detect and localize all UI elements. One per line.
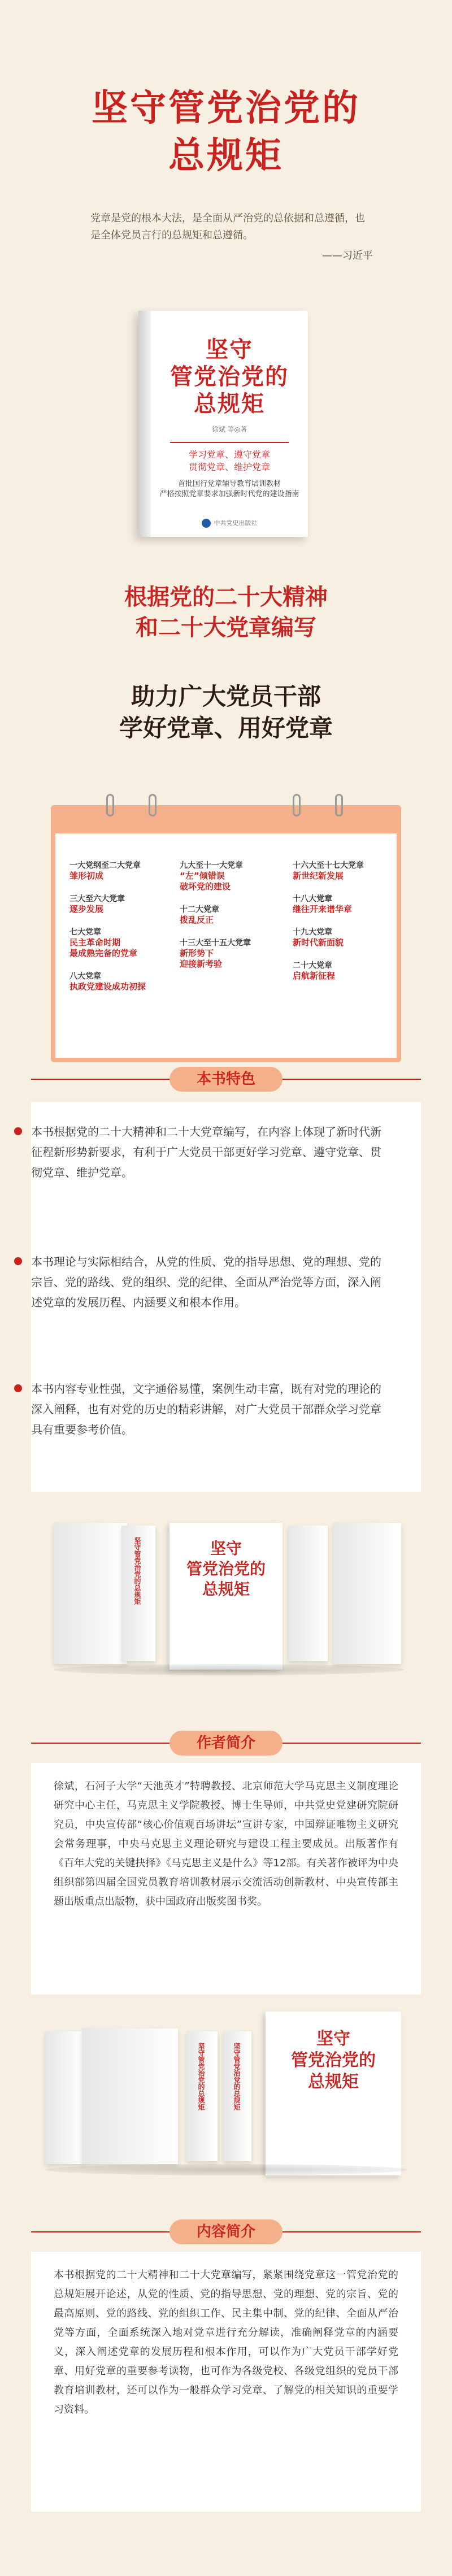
timeline-item-title: 一大党纲至二大党章 bbox=[69, 861, 141, 870]
book-slogan-2: 贯彻党章、维护党章 bbox=[188, 462, 270, 472]
feature-item bbox=[31, 1122, 381, 1183]
spine-title: 坚守管党治党的总规矩 bbox=[133, 1537, 141, 1605]
book-spine bbox=[138, 311, 151, 537]
page-title bbox=[0, 85, 452, 180]
book-back-image bbox=[333, 1523, 401, 1664]
headline-1 bbox=[0, 582, 452, 643]
section-title-intro: 内容简介 bbox=[169, 2219, 282, 2244]
timeline-item-summary: 民主革命时期 最成熟完备的党章 bbox=[69, 937, 138, 958]
publisher-logo-icon bbox=[202, 519, 211, 528]
timeline-item-summary: 启航新征程 bbox=[293, 971, 336, 981]
timeline-item-title: 十二大党章 bbox=[180, 905, 219, 914]
book-front-title-line: 总规矩 bbox=[202, 1580, 250, 1598]
headline-2 bbox=[0, 681, 452, 744]
timeline-item-summary: 执政党建设成功初探 bbox=[69, 981, 146, 992]
book-front-title-line: 坚守 bbox=[316, 2029, 350, 2049]
book-title-line: 总规矩 bbox=[194, 391, 265, 417]
book-publisher bbox=[151, 518, 308, 528]
calendar-ring-icon bbox=[149, 794, 157, 816]
book-spine-image bbox=[288, 1526, 328, 1661]
spine-title: 坚守管党治党的总规矩 bbox=[197, 2043, 205, 2110]
timeline-item-summary: 新世纪新发展 bbox=[293, 871, 344, 881]
timeline-item-summary: “左”倾错误 破坏党的建设 bbox=[180, 871, 231, 892]
bullet-icon bbox=[14, 1127, 22, 1135]
book-cover bbox=[138, 311, 308, 537]
book-author: 徐斌 等◎著 bbox=[211, 425, 247, 433]
book-spine-image bbox=[223, 2031, 251, 2161]
section-header-features bbox=[0, 1062, 452, 1096]
calendar-header bbox=[51, 805, 401, 833]
headline-1-line: 根据党的二十大精神 bbox=[124, 584, 328, 610]
timeline-item bbox=[293, 894, 394, 915]
book-subtitle-line: 首批国行党章辅导教育培训教材 bbox=[177, 480, 281, 488]
section-title-features: 本书特色 bbox=[169, 1067, 282, 1092]
author-bio: 徐斌，石河子大学“天池英才”特聘教授、北京师范大学马克思主义制度理论研究中心主任，马克思主义学院教授、博士生导师，中共党史党建研究院研究员，中央宣传部“核心价值观百场讲坛”宣讲专家，中国辩证唯物主义研究会常务理事，中央马克思主义理论研究与建设工程主要成员。出版著作有《百年大党的关键抉择》《马克思主义是什么》等12部。有关著作被评为中央组织部第四届全国党员教育培训教材展示交流活动创新教材、中央宣传部主题出版重点出版物，获中国政府出版奖图书奖。 bbox=[54, 1780, 398, 1908]
quote-text: 党章是党的根本大法，是全面从严治党的总依据和总遵循，也是全体党员言行的总规矩和总遵循。 bbox=[90, 212, 365, 241]
timeline-item-title: 十九大党章 bbox=[293, 928, 332, 937]
section-rule bbox=[282, 1743, 421, 1744]
timeline-item-summary: 雏形初成 bbox=[69, 871, 104, 881]
timeline-item bbox=[293, 961, 394, 981]
title-line-2: 总规矩 bbox=[168, 135, 284, 177]
floor-shadow bbox=[54, 1664, 404, 1675]
feature-text: 本书内容专业性强，文字通俗易懂，案例生动丰富，既有对党的理论的深入阐释，也有对党的历史的精彩讲解，对广大党员干部群众学习党章具有重要参考价值。 bbox=[31, 1382, 381, 1436]
section-header-intro bbox=[0, 2215, 452, 2249]
timeline-item-summary: 新形势下 迎接新考验 bbox=[180, 948, 223, 969]
book-subtitle bbox=[151, 479, 308, 499]
timeline-item bbox=[69, 927, 171, 959]
timeline-item-summary: 继往开来谱华章 bbox=[293, 904, 353, 914]
book-title bbox=[151, 336, 308, 418]
feature-item bbox=[31, 1252, 381, 1313]
book-spine-image bbox=[121, 1526, 155, 1661]
bullet-icon bbox=[14, 1257, 22, 1265]
feature-text: 本书根据党的二十大精神和二十大党章编写，在内容上体现了新时代新征程新形势新要求，有利于广大党员干部更好学习党章、遵守党章、贯彻党章、维护党章。 bbox=[31, 1125, 381, 1179]
timeline-item-title: 三大至六大党章 bbox=[69, 894, 125, 903]
headline-2-line: 学好党章、用好党章 bbox=[119, 714, 333, 742]
feature-item bbox=[31, 1379, 381, 1440]
calendar-ring-icon bbox=[335, 794, 343, 816]
spine-title: 坚守管党治党的总规矩 bbox=[233, 2043, 241, 2110]
headline-2-line: 助力广大党员干部 bbox=[131, 683, 321, 710]
section-rule bbox=[31, 1079, 169, 1080]
timeline-item bbox=[69, 971, 171, 992]
timeline-item-summary: 新时代新面貌 bbox=[293, 937, 344, 948]
book-front-image bbox=[169, 1523, 282, 1670]
book-front-image bbox=[266, 2012, 401, 2175]
book-slogan-1: 学习党章、遵守党章 bbox=[188, 449, 270, 460]
book-title-line: 坚守 bbox=[206, 337, 253, 363]
timeline-item-title: 九大至十一大党章 bbox=[180, 861, 243, 870]
calendar-ring-icon bbox=[106, 794, 114, 816]
timeline-item bbox=[180, 861, 281, 892]
timeline-item bbox=[293, 861, 394, 881]
section-header-author bbox=[0, 1726, 452, 1760]
publisher-name: 中共党史出版社 bbox=[214, 519, 258, 527]
section-rule bbox=[31, 1743, 169, 1744]
book-front-title bbox=[266, 2028, 401, 2093]
section-rule bbox=[31, 2231, 169, 2232]
book-front-title-line: 管党治党的 bbox=[291, 2051, 376, 2070]
bullet-icon bbox=[14, 1384, 22, 1392]
calendar-ring-icon bbox=[293, 794, 301, 816]
quote-author: ——习近平 bbox=[322, 250, 373, 262]
book-face bbox=[151, 311, 308, 537]
timeline-item bbox=[180, 905, 281, 926]
book-divider bbox=[170, 442, 289, 443]
timeline-item-summary: 拨乱反正 bbox=[180, 915, 214, 925]
intro-text: 本书根据党的二十大精神和二十大党章编写，紧紧围绕党章这一管党治党的总规矩展开论述，从党的性质、党的指导思想、党的理想、党的宗旨、党的最高原则、党的路线、党的组织工作、民主集中制、党的纪律、全面从严治党等方面，全面系统深入地对党章进行充分解读，准确阐释党章的内涵要义，深入阐述党章的发展历程和根本作用，可以作为广大党员干部学好党章、用好党章的重要参考读物，也可作为各级党校、各级党组织的党员干部教育培训教材，还可以作为一般群众学习党章、了解党的相关知识的重要学习资料。 bbox=[54, 2269, 398, 2416]
timeline-item-title: 七大党章 bbox=[69, 928, 101, 937]
timeline-item bbox=[69, 894, 171, 915]
timeline-item-title: 二十大党章 bbox=[293, 961, 332, 970]
section-rule bbox=[282, 1079, 421, 1080]
timeline-calendar bbox=[51, 805, 401, 1062]
book-back-image bbox=[82, 2028, 178, 2164]
calendar-column bbox=[69, 861, 171, 1005]
book-front-title-line: 总规矩 bbox=[308, 2072, 359, 2092]
book-front-title-line: 管党治党的 bbox=[186, 1559, 266, 1578]
timeline-item-title: 十八大党章 bbox=[293, 894, 332, 903]
timeline-item bbox=[69, 861, 171, 881]
book-spine-image bbox=[186, 2031, 218, 2161]
timeline-item-title: 八大党章 bbox=[69, 972, 101, 981]
section-rule bbox=[282, 2231, 421, 2232]
book-subtitle-line: 严格按照党章要求加强新时代党的建设指南 bbox=[159, 490, 299, 498]
book-front-title bbox=[169, 1539, 282, 1600]
headline-1-line: 和二十大党章编写 bbox=[136, 615, 316, 641]
feature-text: 本书理论与实际相结合，从党的性质、党的指导思想、党的理想、党的宗旨、党的路线、党的组织、党的纪律、全面从严治党等方面，深入阐述党章的发展历程、内涵要义和根本作用。 bbox=[31, 1255, 381, 1309]
timeline-item-title: 十六大至十七大党章 bbox=[293, 861, 364, 870]
calendar-column bbox=[293, 861, 394, 994]
calendar-column bbox=[180, 861, 281, 982]
book-back-image bbox=[54, 1523, 127, 1664]
title-line-1: 坚守管党治党的 bbox=[92, 88, 360, 129]
book-spine-image bbox=[45, 2031, 85, 2164]
timeline-item bbox=[180, 938, 281, 970]
timeline-item bbox=[293, 927, 394, 948]
book-title-line: 管党治党的 bbox=[170, 364, 289, 390]
book-front-title-line: 坚守 bbox=[210, 1539, 242, 1558]
timeline-item-summary: 逐步发展 bbox=[69, 904, 104, 914]
section-title-author: 作者简介 bbox=[169, 1731, 282, 1756]
timeline-item-title: 十三大至十五大党章 bbox=[180, 939, 251, 948]
floor-shadow bbox=[45, 2164, 407, 2175]
